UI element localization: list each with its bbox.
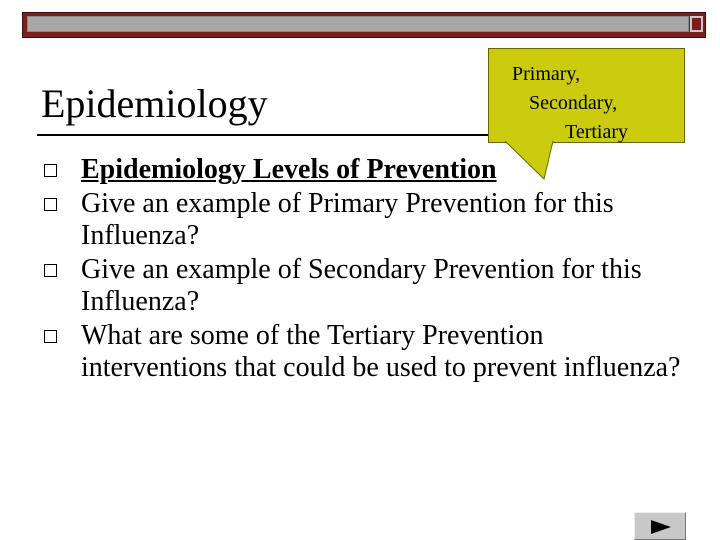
header-bar-end-block: [690, 16, 703, 32]
bullet-text: Give an example of Secondary Prevention for this Influenza?: [81, 254, 642, 317]
square-bullet-icon: [44, 198, 57, 211]
square-bullet-icon: [44, 164, 57, 177]
square-bullet-icon: [44, 264, 57, 277]
bullet-list: [44, 154, 684, 386]
bullet-item: [44, 188, 684, 252]
bullet-item: [44, 254, 684, 318]
callout-line-secondary: Secondary,: [529, 92, 618, 114]
header-bar: [22, 12, 706, 38]
bullet-text: Give an example of Primary Prevention for this Influenza?: [81, 188, 614, 251]
bullet-item: [44, 154, 684, 186]
slide-title: Epidemiology: [41, 81, 268, 126]
bullet-item: [44, 320, 684, 384]
header-bar-inner: [27, 16, 689, 32]
square-bullet-icon: [44, 330, 57, 343]
callout-line-primary: Primary,: [512, 63, 581, 85]
callout-pointer: [504, 141, 554, 181]
bullet-heading-text: Epidemiology Levels of Prevention: [81, 154, 497, 185]
bullet-text: What are some of the Tertiary Prevention interventions that could be used to prevent influenza?: [81, 320, 681, 383]
callout-line-tertiary: Tertiary: [565, 121, 629, 143]
play-forward-icon: [651, 520, 671, 534]
next-slide-button[interactable]: [634, 512, 686, 540]
